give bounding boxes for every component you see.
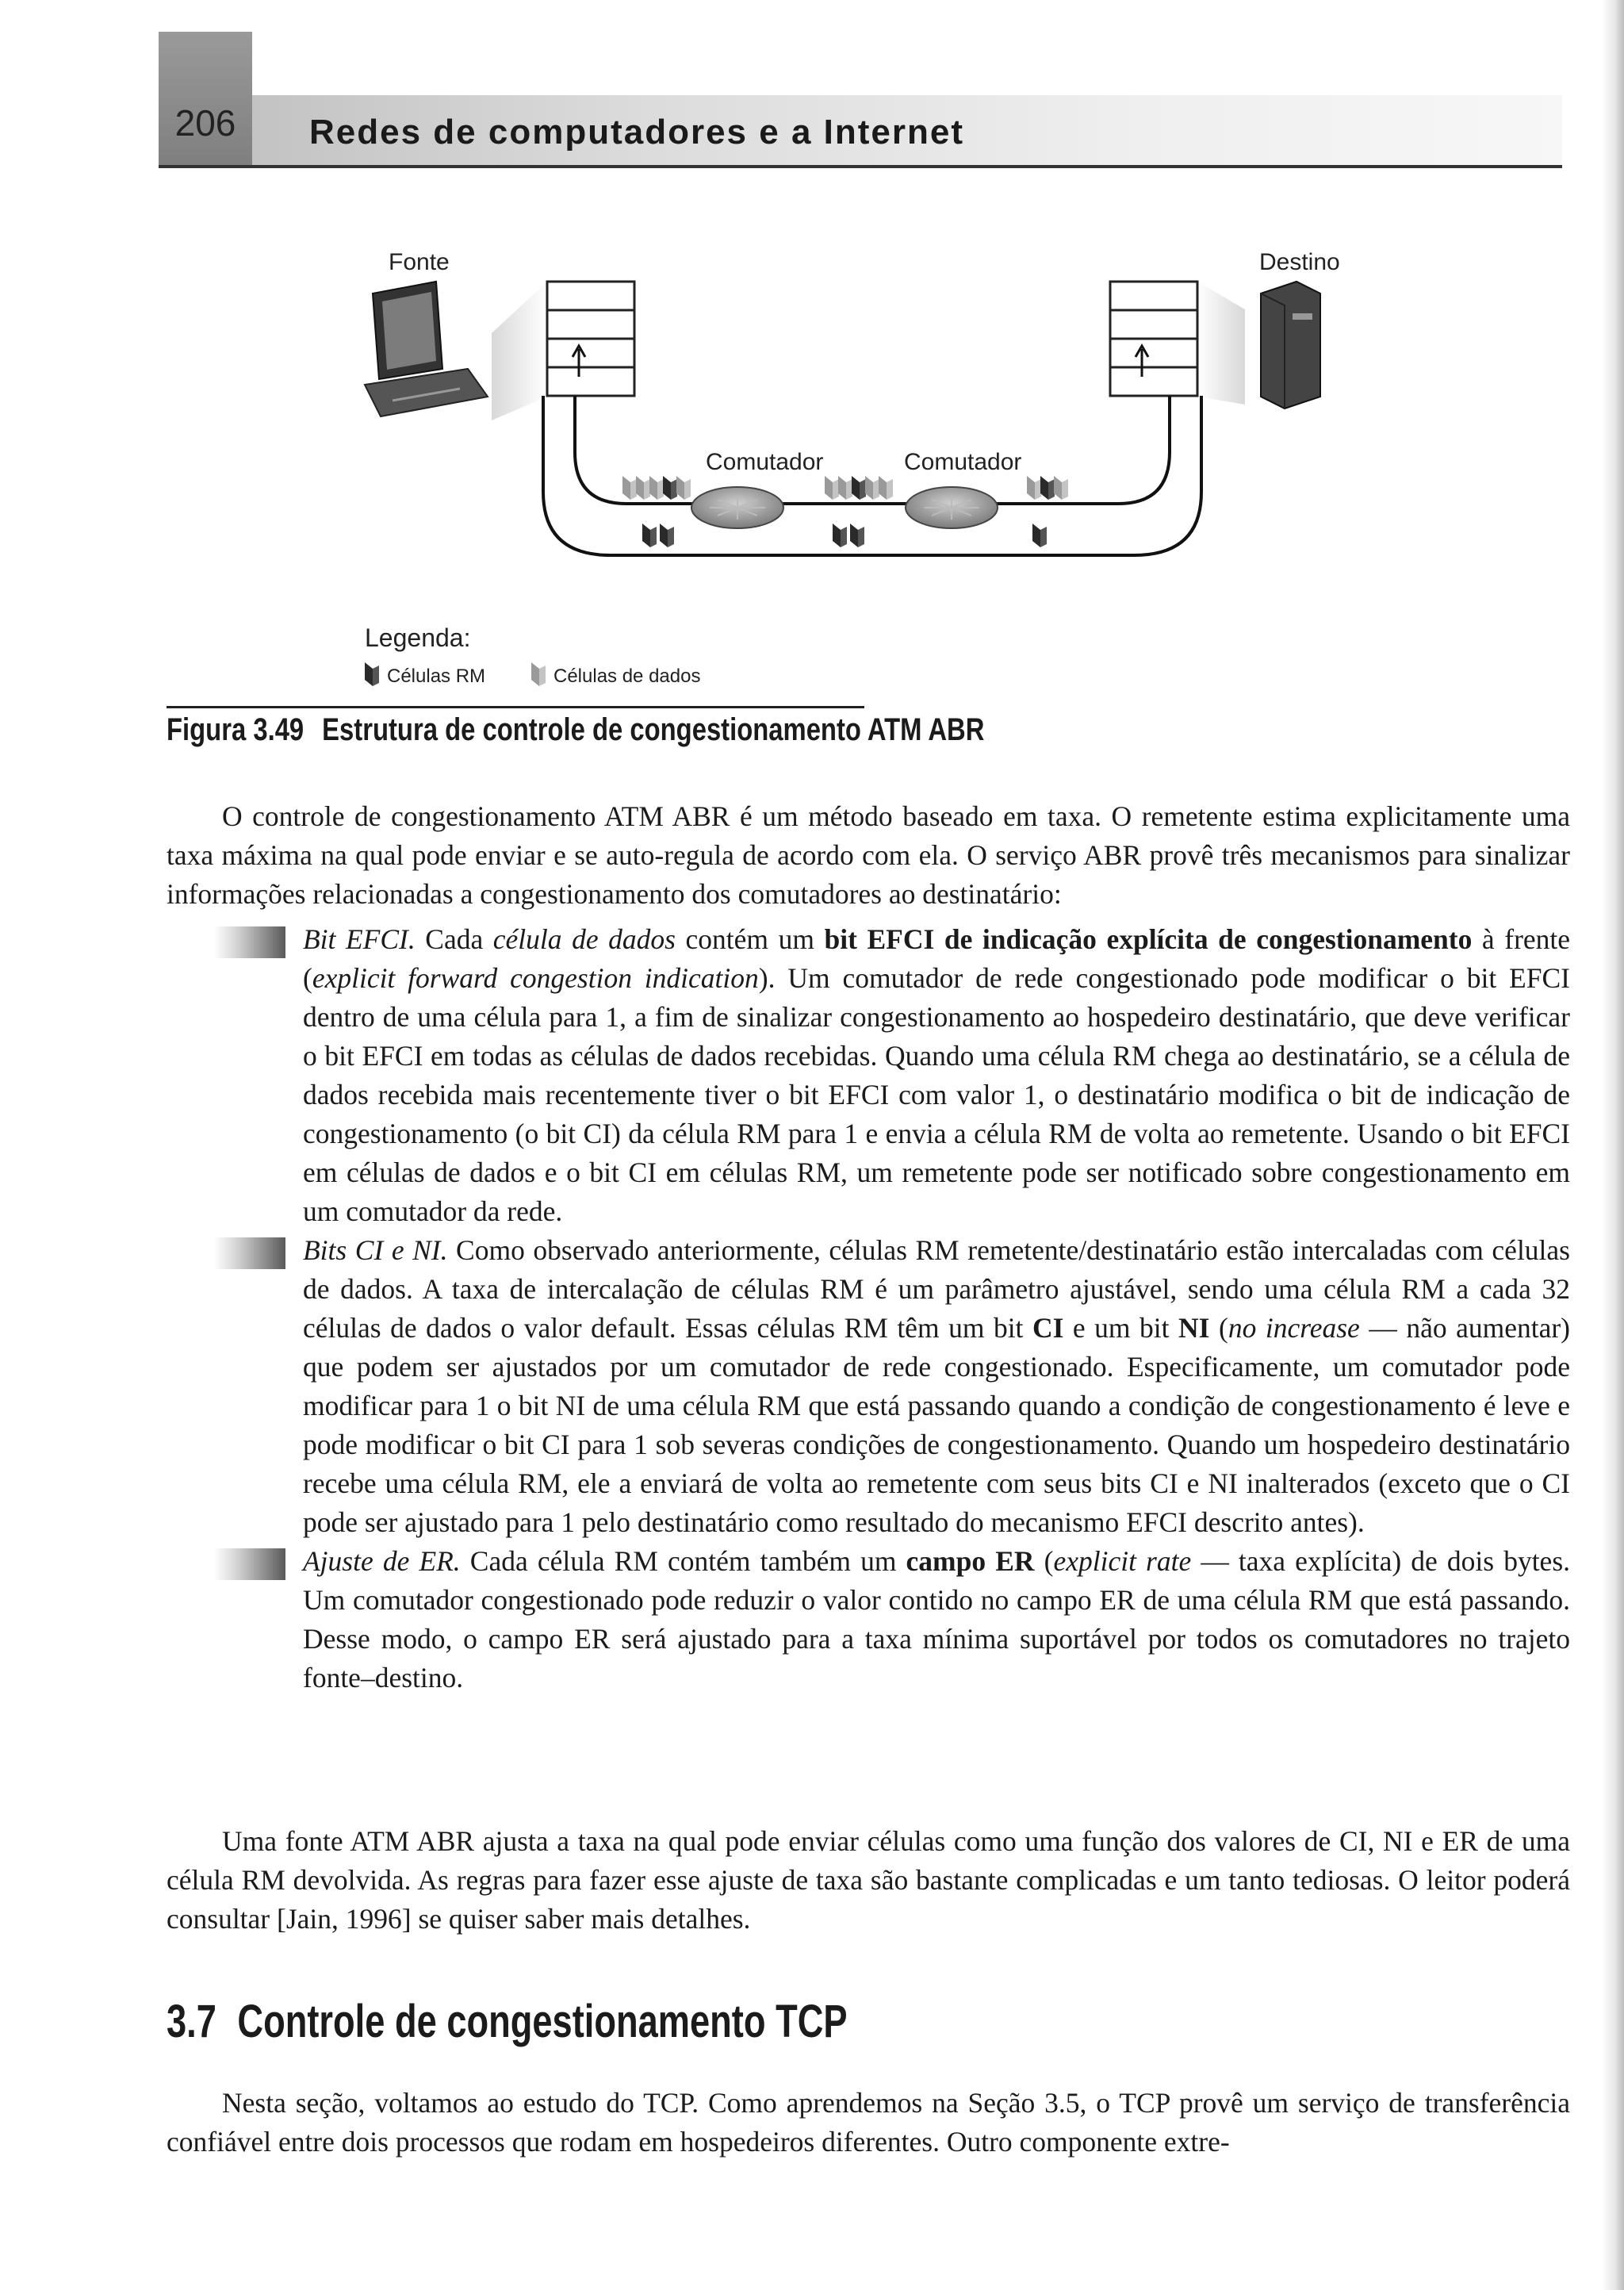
switch-1-label: Comutador [706, 449, 824, 475]
bullet-efci: Bit EFCI. Cada célula de dados contém um bit EFCI de indicação explícita de congestionamento à frente (explicit forward congestion indication). Um comutador de rede congestionado pode modificar o bit EFCI dentro de uma célula para 1, a fim de sinalizar congestionamento ao hospedeiro destinatário, que deve verificar o bit EFCI em todas as células de dados recebidas. Quando uma célula RM chega ao destinatário, se a célula de dados recebida mais recentemente tiver o bit EFCI com valor 1, o destinatário modifica o bit de indicação de congestionamento (o bit CI) da célula RM para 1 e envia a célula RM de volta ao remetente. Usando o bit EFCI em células de dados e o bit CI em células RM, um remetente pode ser notificado sobre congestionamento em um comutador da rede. [167, 920, 1570, 1231]
return-rm-cells [642, 524, 1047, 547]
mechanism-list [167, 920, 1570, 1697]
switch-1-icon [691, 487, 783, 528]
figure-number: Figura 3.49 [167, 712, 304, 747]
bullet-lead: Bit EFCI. [303, 923, 416, 955]
bullet-marker [214, 1548, 285, 1580]
source-label: Fonte [389, 249, 450, 275]
switch-2-label: Comutador [904, 449, 1022, 475]
legend-data-swatch [531, 662, 546, 686]
section-title: Controle de congestionamento TCP [237, 1996, 848, 2047]
switch-2-icon [906, 487, 998, 528]
bullet-lead: Bits CI e NI. [303, 1234, 448, 1266]
destination-protocol-stack [1110, 282, 1197, 396]
bullet-marker [214, 1237, 285, 1269]
return-path [543, 396, 1201, 555]
intro-paragraph: O controle de congestionamento ATM ABR é um método baseado em taxa. O remetente estima explicitamente uma taxa máxima na qual pode enviar e se auto-regula de acordo com ela. O serviço ABR provê três mecanismos para sinalizar informações relacionadas a congestionamento dos comutadores ao destinatário: [167, 800, 1570, 910]
section-number: 3.7 [167, 1996, 216, 2047]
source-computer-icon [365, 282, 547, 420]
term-ni: NI [1178, 1312, 1210, 1344]
section-heading [167, 1995, 848, 2048]
term-ci: CI [1032, 1312, 1064, 1344]
figure-caption [167, 712, 984, 748]
destination-server-icon [1197, 282, 1320, 409]
page-edge-shadow [1602, 0, 1624, 2290]
legend-rm-label: Células RM [387, 666, 486, 687]
bullet-lead: Ajuste de ER. [303, 1545, 461, 1577]
page-number-box [159, 32, 252, 167]
figure-title: Estrutura de controle de congestionamento ATM ABR [322, 712, 985, 747]
closing-paragraph: Uma fonte ATM ABR ajusta a taxa na qual pode enviar células como uma função dos valores de CI, NI e ER de uma célula RM devolvida. As regras para fazer esse ajuste de taxa são bastante complicadas e um tanto tediosas. O leitor poderá consultar [Jain, 1996] se quiser saber mais detalhes. [167, 1825, 1570, 1935]
caption-rule [167, 706, 864, 708]
bullet-er: Ajuste de ER. Cada célula RM contém também um campo ER (explicit rate — taxa explícita) de dois bytes. Um comutador congestionado pode reduzir o valor contido no campo ER de uma célula RM que está passando. Desse modo, o campo ER será ajustado para a taxa mínima suportável por todos os comutadores no trajeto fonte–destino. [167, 1542, 1570, 1697]
source-protocol-stack [547, 282, 634, 396]
page-number: 206 [174, 102, 236, 144]
legend-title: Legenda: [365, 623, 471, 652]
section-first-paragraph: Nesta seção, voltamos ao estudo do TCP. Como aprendemos na Seção 3.5, o TCP provê um serviço de transferência confiável entre dois processos que rodam em hospedeiros diferentes. Outro componente extre- [167, 2087, 1570, 2158]
legend-rm-swatch [365, 662, 379, 686]
destination-label: Destino [1259, 249, 1340, 275]
legend-data-label: Células de dados [553, 666, 701, 687]
header-rule [159, 165, 1562, 168]
running-title: Redes de computadores e a Internet [309, 113, 964, 152]
bullet-ci-ni: Bits CI e NI. Como observado anteriormente, células RM remetente/destinatário estão intercaladas com células de dados. A taxa de intercalação de células RM é um parâmetro ajustável, sendo uma célula RM a cada 32 células de dados o valor default. Essas células RM têm um bit CI e um bit NI (no increase — não aumentar) que podem ser ajustados por um comutador de rede congestionado. Especificamente, um comutador pode modificar para 1 o bit NI de uma célula RM que está passando quando a condição de congestionamento é leve e pode modificar o bit CI para 1 sob severas condições de congestionamento. Quando um hospedeiro destinatário recebe uma célula RM, ele a enviará de volta ao remetente com seus bits CI e NI inalterados (exceto que o CI pode ser ajustado para 1 pelo destinatário como resultado do mecanismo EFCI descrito antes). [167, 1231, 1570, 1542]
term-er: campo ER [906, 1545, 1035, 1577]
figure-abr-diagram [349, 238, 1396, 698]
term-efci: bit EFCI de indicação explícita de congestionamento [824, 923, 1473, 955]
bullet-marker [214, 926, 285, 958]
forward-cells [622, 476, 1068, 500]
